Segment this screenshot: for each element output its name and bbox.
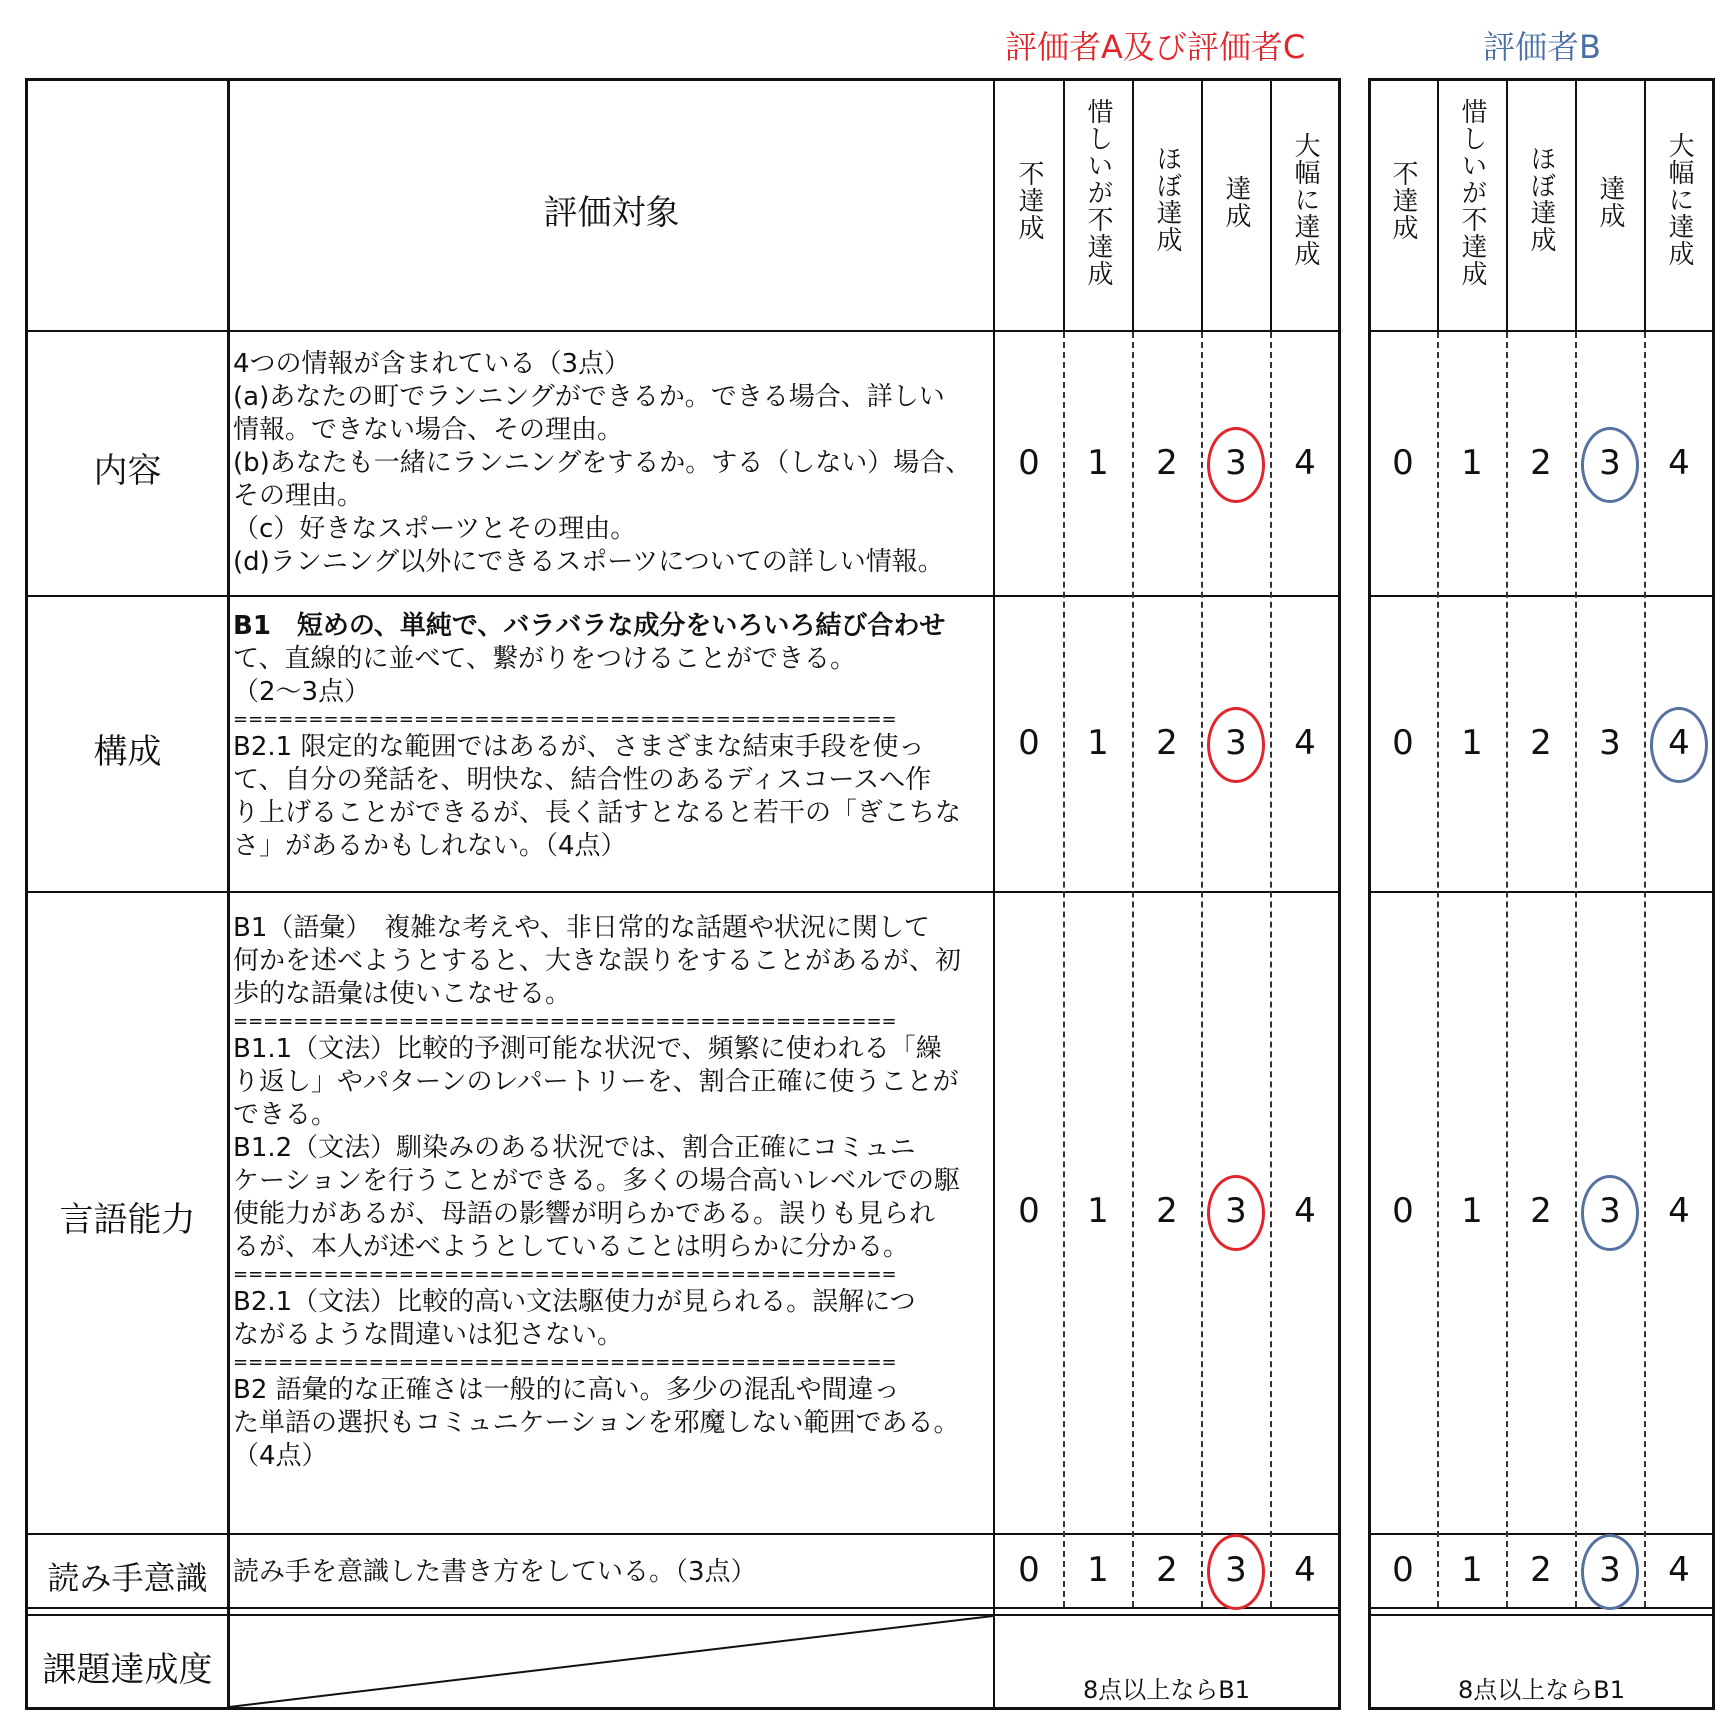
level-header-4: 大幅に達成 [1290, 132, 1320, 267]
score-ac-row3-1: 1 [1087, 1550, 1109, 1590]
selected-score-circle-ac-row0 [1207, 427, 1265, 503]
level-header-1: 惜しいが不達成 [1083, 98, 1113, 287]
selected-score-circle-ac-row2 [1207, 1175, 1265, 1251]
score-b-row0-1: 1 [1461, 443, 1483, 483]
rater-b-title: 評価者B [1483, 28, 1601, 66]
rater-ac-title: 評価者A及び評価者C [1005, 28, 1306, 66]
score-b-row2-4: 4 [1668, 1191, 1690, 1231]
category-structure: 構成 [93, 732, 162, 772]
score-ac-row0-3: 3 [1225, 443, 1247, 483]
score-ac-row0-2: 2 [1156, 443, 1178, 483]
selected-score-circle-b-row1 [1650, 707, 1708, 783]
score-ac-row2-0: 0 [1018, 1191, 1040, 1231]
level-header-2: ほぼ達成 [1152, 145, 1182, 253]
footer-note-b: 8点以上ならB1 [1457, 1676, 1625, 1704]
score-ac-row1-1: 1 [1087, 723, 1109, 763]
level-header-b-4: 大幅に達成 [1664, 132, 1694, 267]
score-ac-row3-3: 3 [1225, 1550, 1247, 1590]
target-header: 評価対象 [543, 193, 680, 233]
desc-content: 4つの情報が含まれている（3点） (a)あなたの町でランニングができるか。できる場合、詳しい 情報。できない場合、その理由。 (b)あなたも一緒にランニングをするか。する（しない）場合、 その理由。 （c）好きなスポーツとその理由。 (d)ランニング以外にできるスポーツについての詳しい情報。 [233, 349, 972, 577]
score-ac-row0-4: 4 [1294, 443, 1316, 483]
score-ac-row1-4: 4 [1294, 723, 1316, 763]
category-content: 内容 [93, 451, 162, 491]
score-b-row2-1: 1 [1461, 1191, 1483, 1231]
footer-note-ac: 8点以上ならB1 [1082, 1676, 1250, 1704]
score-b-row1-4: 4 [1668, 723, 1690, 763]
score-ac-row2-3: 3 [1225, 1191, 1247, 1231]
score-ac-row3-4: 4 [1294, 1550, 1316, 1590]
score-ac-row2-4: 4 [1294, 1191, 1316, 1231]
score-ac-row0-1: 1 [1087, 443, 1109, 483]
score-b-row2-3: 3 [1599, 1191, 1621, 1231]
score-b-row2-2: 2 [1530, 1191, 1552, 1231]
level-header-b-1: 惜しいが不達成 [1457, 98, 1487, 287]
score-b-row3-3: 3 [1599, 1550, 1621, 1590]
score-ac-row2-2: 2 [1156, 1191, 1178, 1231]
desc-reader-awareness: 読み手を意識した書き方をしている。（3点） [233, 1557, 757, 1587]
category-reader-awareness: 読み手意識 [47, 1559, 208, 1597]
selected-score-circle-b-row3 [1581, 1534, 1639, 1610]
score-ac-row1-3: 3 [1225, 723, 1247, 763]
score-b-row0-2: 2 [1530, 443, 1552, 483]
score-b-row3-1: 1 [1461, 1550, 1483, 1590]
desc-structure: B1 短めの、単純で、バラバラな成分をいろいろ結び合わせ て、直線的に並べて、繋がりをつけることができる。 （2〜3点） ============================================ B2.1 限定的な範囲ではあるが、さまざまな結束手段を使っ て、自分の発話を、明快な、結合性のあるディスコースへ作 り上げることができるが、長く話すとなると若干の「ぎこちな さ」があるかもしれない。（4点） [233, 611, 962, 861]
score-ac-row1-0: 0 [1018, 723, 1040, 763]
category-task-achievement: 課題達成度 [42, 1650, 213, 1690]
footer-diagonal [229, 1616, 994, 1708]
selected-score-circle-ac-row1 [1207, 707, 1265, 783]
score-b-row2-0: 0 [1392, 1191, 1414, 1231]
level-header-3: 達成 [1221, 175, 1251, 229]
category-language: 言語能力 [59, 1200, 196, 1240]
score-b-row1-1: 1 [1461, 723, 1483, 763]
level-header-b-0: 不達成 [1388, 160, 1418, 241]
score-b-row1-0: 0 [1392, 723, 1414, 763]
selected-score-circle-b-row2 [1581, 1175, 1639, 1251]
score-b-row3-4: 4 [1668, 1550, 1690, 1590]
score-ac-row3-2: 2 [1156, 1550, 1178, 1590]
score-ac-row2-1: 1 [1087, 1191, 1109, 1231]
score-ac-row1-2: 2 [1156, 723, 1178, 763]
selected-score-circle-ac-row3 [1207, 1534, 1265, 1610]
score-ac-row0-0: 0 [1018, 443, 1040, 483]
level-header-0: 不達成 [1014, 160, 1044, 241]
score-b-row1-2: 2 [1530, 723, 1552, 763]
desc-language: B1（語彙） 複雑な考えや、非日常的な話題や状況に関して 何かを述べようとすると、大きな誤りをすることがあるが、初 歩的な語彙は使いこなせる。 ============================================ B1.1（文法）比較的予測可能な状況で、頻繁に使われる「繰 り返し」やパターンのレパートリーを、割合正確に使うことが できる。 B1.2（文法）馴染みのある状況では、割合正確にコミュニ ケーションを行うことができる。多くの場合高いレベルでの駆 使能力があるが、母語の影響が明らかである。誤りも見られ るが、本人が述べようとしていることは明らかに分かる。 ============================================ B2.1（文法）比較的高い文法駆使力が見られる。誤解につ ながるような間違いは犯さない。 ============================================ B2 語彙的な正確さは一般的に高い。多少の混乱や間違っ た単語の選択もコミュニケーションを邪魔しない範囲である。 （4点） [233, 913, 962, 1471]
score-b-row0-4: 4 [1668, 443, 1690, 483]
score-ac-row3-0: 0 [1018, 1550, 1040, 1590]
level-header-b-3: 達成 [1595, 175, 1625, 229]
selected-score-circle-b-row0 [1581, 427, 1639, 503]
level-header-b-2: ほぼ達成 [1526, 145, 1556, 253]
score-b-row0-3: 3 [1599, 443, 1621, 483]
score-b-row3-0: 0 [1392, 1550, 1414, 1590]
score-b-row0-0: 0 [1392, 443, 1414, 483]
score-b-row3-2: 2 [1530, 1550, 1552, 1590]
score-b-row1-3: 3 [1599, 723, 1621, 763]
